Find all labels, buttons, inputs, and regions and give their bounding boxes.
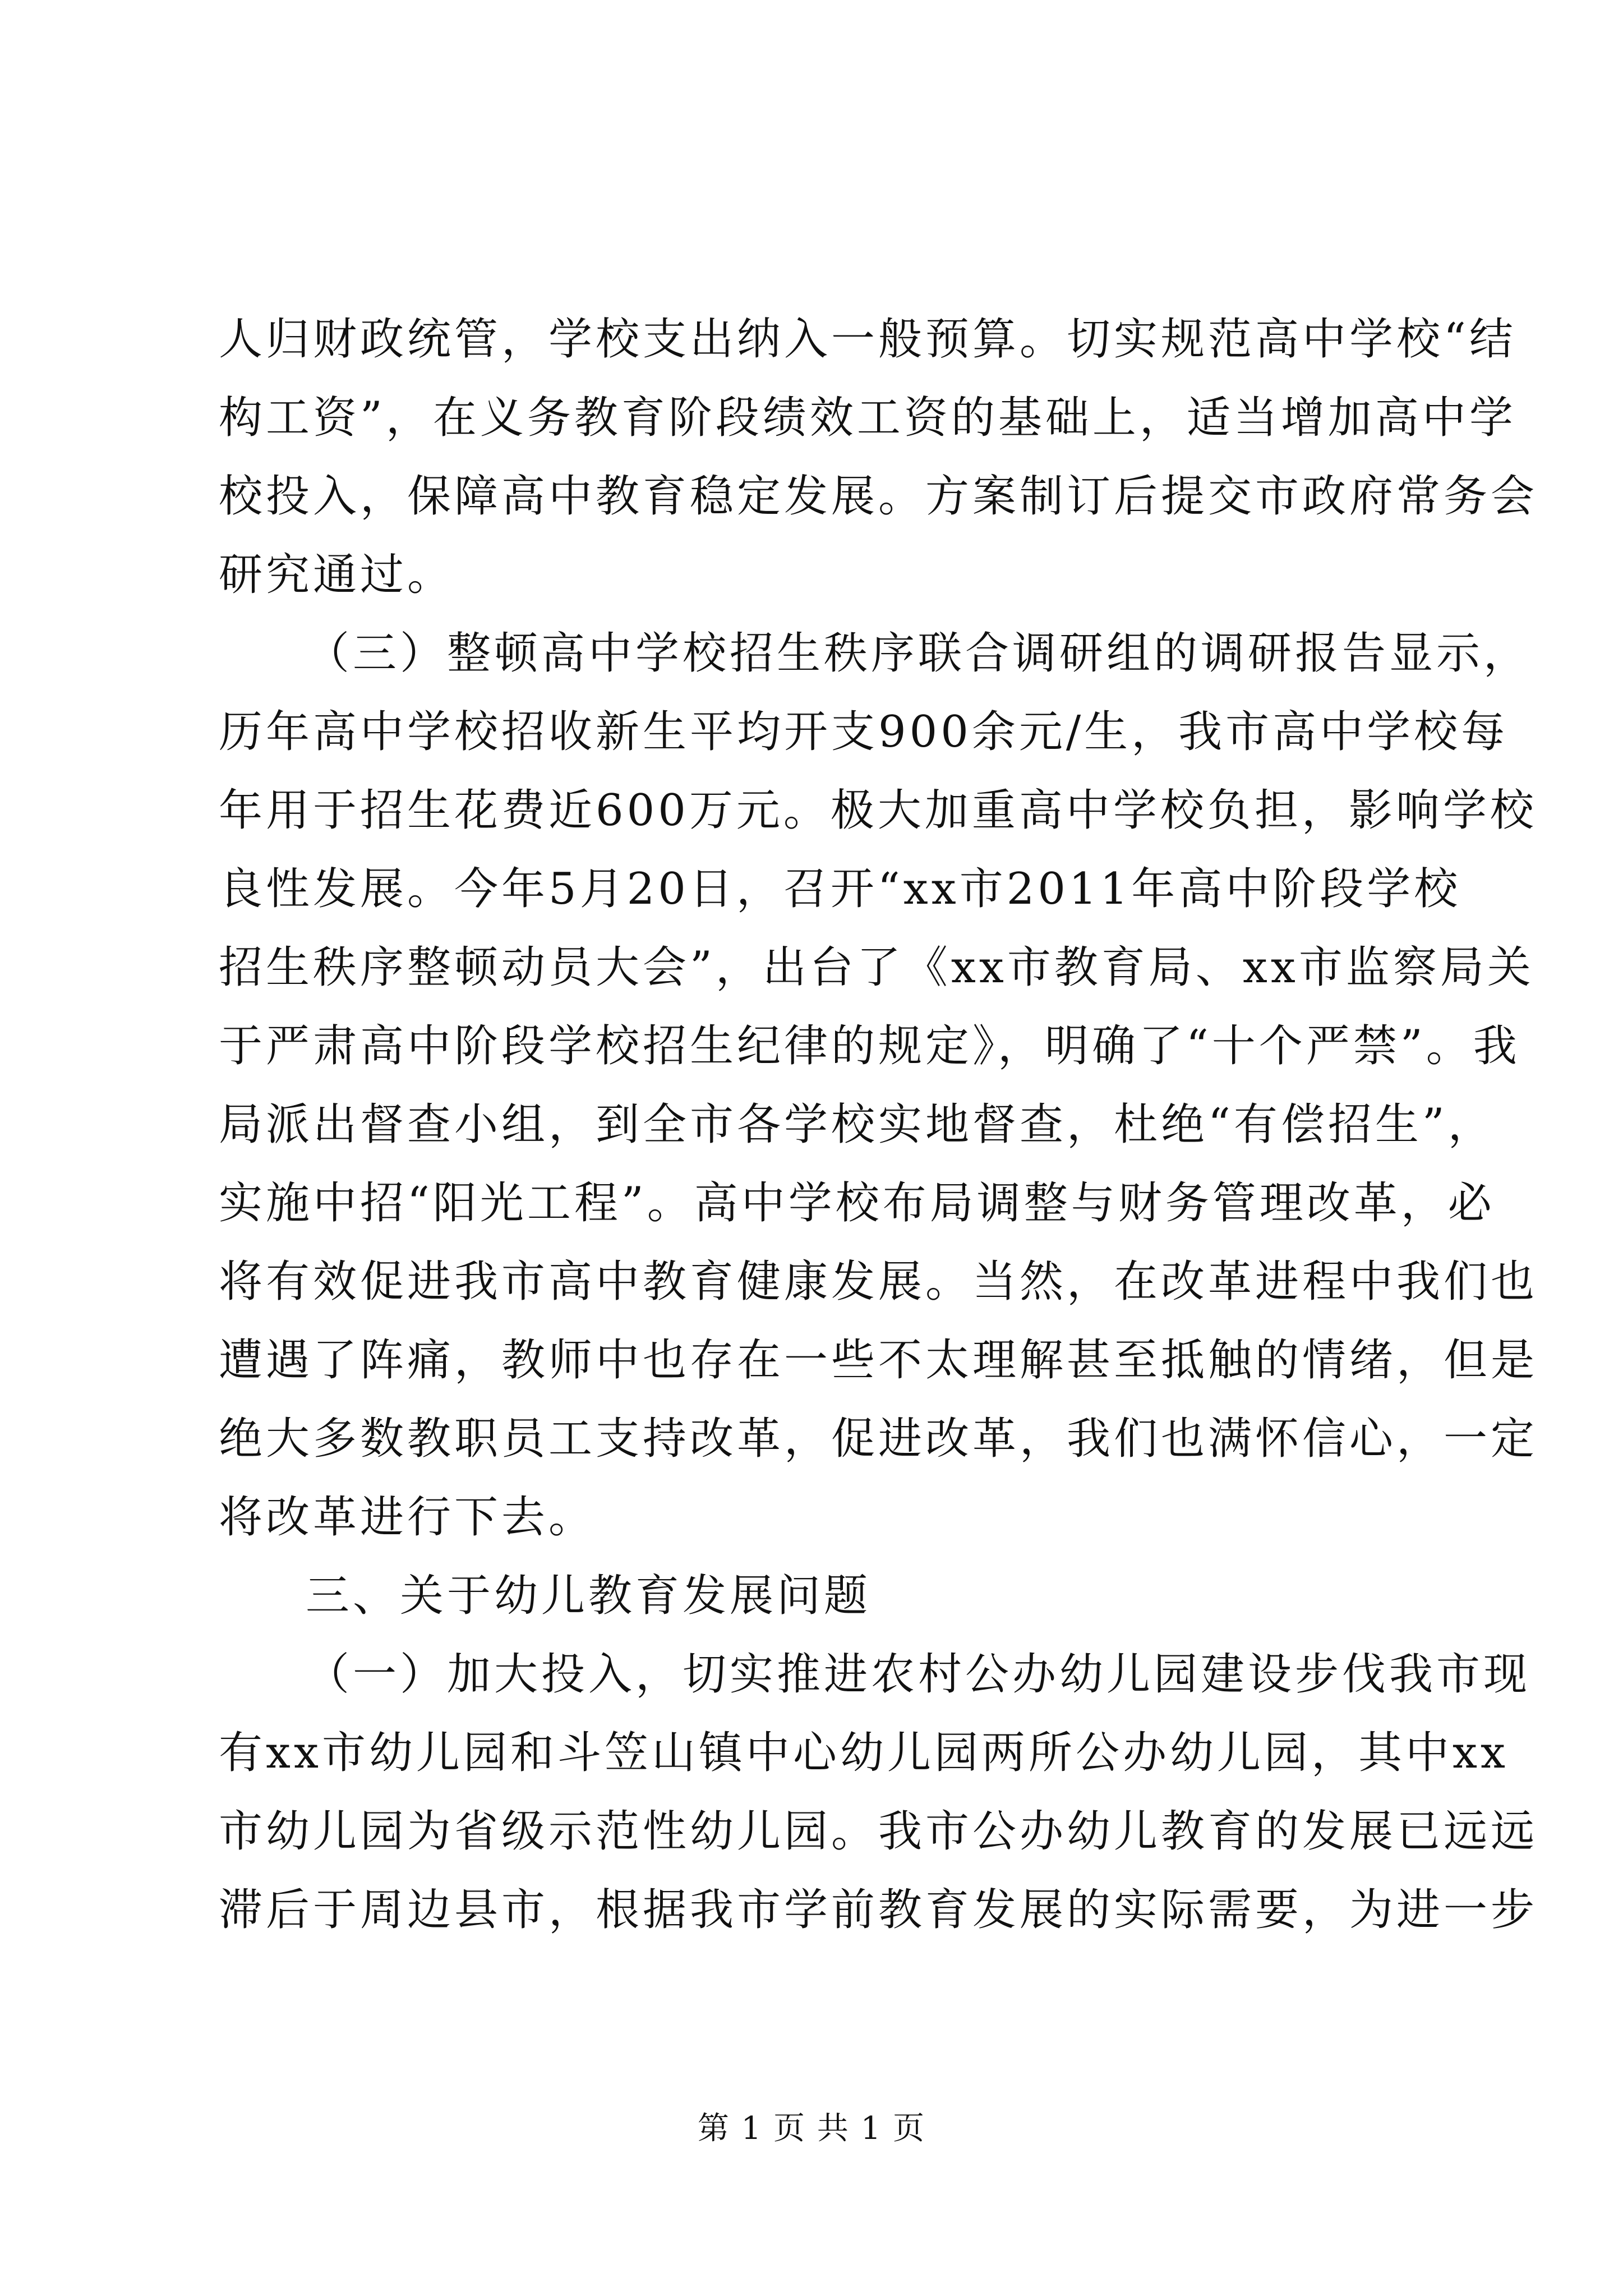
body-line-20: 市幼儿园为省级示范性幼儿园。我市公办幼儿教育的发展已远远 bbox=[219, 1806, 1538, 1857]
body-line-13: 将有效促进我市高中教育健康发展。当然，在改革进程中我们也 bbox=[219, 1257, 1538, 1307]
body-line-3: 校投入，保障高中教育稳定发展。方案制订后提交市政府常务会 bbox=[219, 471, 1538, 522]
body-line-2: 构工资”，在义务教育阶段绩效工资的基础上，适当增加高中学 bbox=[219, 393, 1516, 443]
body-line-4: 研究通过。 bbox=[219, 550, 455, 600]
body-line-6: 历年高中学校招收新生平均开支900余元/生，我市高中学校每 bbox=[219, 707, 1509, 757]
body-line-5: （三）整顿高中学校招生秩序联合调研组的调研报告显示， bbox=[306, 628, 1531, 679]
page-footer: 第 1 页 共 1 页 bbox=[697, 2110, 926, 2147]
body-line-21: 滞后于周边县市，根据我市学前教育发展的实际需要，为进一步 bbox=[219, 1885, 1538, 1935]
body-line-8: 良性发展。今年5月20日，召开“xx市2011年高中阶段学校 bbox=[219, 864, 1461, 914]
body-line-11: 局派出督查小组，到全市各学校实地督查，杜绝“有偿招生”， bbox=[219, 1099, 1495, 1150]
body-line-1: 人归财政统管，学校支出纳入一般预算。切实规范高中学校“结 bbox=[219, 314, 1516, 365]
section-heading: 三、关于幼儿教育发展问题 bbox=[306, 1571, 872, 1621]
body-line-18: （一）加大投入，切实推进农村公办幼儿园建设步伐我市现 bbox=[306, 1649, 1531, 1700]
body-line-9: 招生秩序整顿动员大会”，出台了《xx市教育局、xx市监察局关 bbox=[219, 942, 1534, 993]
body-line-14: 遭遇了阵痛，教师中也存在一些不太理解甚至抵触的情绪，但是 bbox=[219, 1335, 1538, 1386]
body-line-15: 绝大多数教职员工支持改革，促进改革，我们也满怀信心，一定 bbox=[219, 1414, 1538, 1464]
body-line-7: 年用于招生花费近600万元。极大加重高中学校负担，影响学校 bbox=[219, 785, 1537, 836]
body-line-12: 实施中招“阳光工程”。高中学校布局调整与财务管理改革，必 bbox=[219, 1178, 1495, 1228]
body-line-19: 有xx市幼儿园和斗笠山镇中心幼儿园两所公办幼儿园，其中xx bbox=[219, 1728, 1509, 1778]
body-line-10: 于严肃高中阶段学校招生纪律的规定》，明确了“十个严禁”。我 bbox=[219, 1021, 1520, 1071]
body-line-16: 将改革进行下去。 bbox=[219, 1492, 596, 1543]
